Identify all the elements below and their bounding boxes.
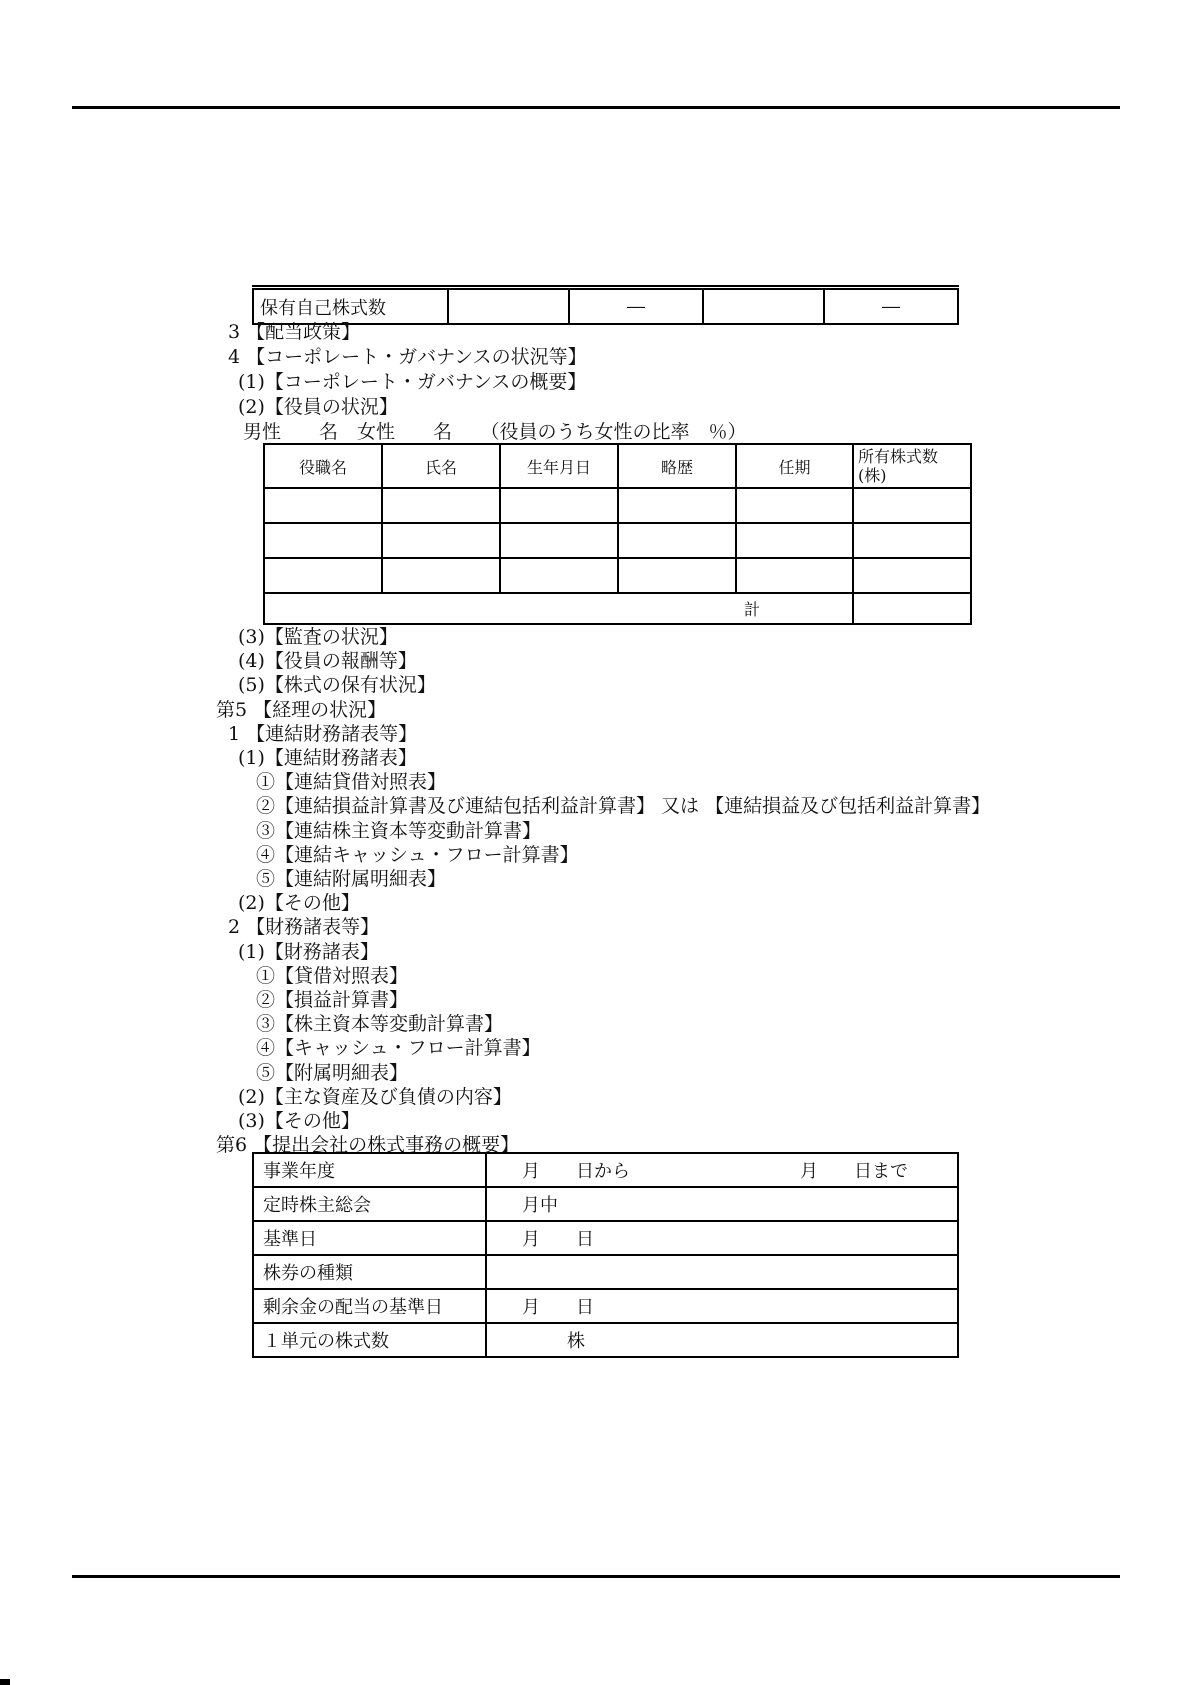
toc-line-section: 第6 【提出会社の株式事務の概要】 <box>216 1134 520 1157</box>
header-career: 略歴 <box>618 444 736 488</box>
table-row-share-unit <box>253 1323 958 1357</box>
scan-artifact <box>0 1679 10 1685</box>
toc-line: ④【連結キャッシュ・フロー計算書】 <box>256 843 579 866</box>
row-value: 株 <box>486 1323 958 1357</box>
toc-line-section: 第5 【経理の状況】 <box>216 698 387 721</box>
table-row-general-meeting <box>253 1187 958 1221</box>
toc-line: 1 【連結財務諸表等】 <box>228 722 418 745</box>
continuation-table <box>252 285 959 325</box>
officers-header-row <box>264 444 971 488</box>
toc-line: ⑤【連結附属明細表】 <box>256 868 447 891</box>
toc-line: (3)【監査の状況】 <box>238 626 398 648</box>
row-value: 月中 <box>486 1187 958 1221</box>
toc-line: (5)【株式の保有状況】 <box>238 674 436 697</box>
table-row-fiscal-year <box>253 1153 958 1187</box>
toc-line: (1)【コーポレート・ガバナンスの概要】 <box>238 371 587 393</box>
treasury-shares-label: 保有自己株式数 <box>253 288 448 325</box>
row-value: 月 日 <box>486 1289 958 1323</box>
row-label: 剰余金の配当の基準日 <box>253 1289 486 1323</box>
total-value-cell <box>853 593 971 624</box>
toc-line: ⑤【附属明細表】 <box>256 1061 409 1084</box>
header-term: 任期 <box>736 444 853 488</box>
officers-empty-row <box>264 558 971 593</box>
toc-line: ③【株主資本等変動計算書】 <box>256 1013 504 1036</box>
row-value: 月 日から 月 日まで <box>486 1153 958 1187</box>
toc-line: (1)【財務諸表】 <box>238 940 379 963</box>
header-birthdate: 生年月日 <box>500 444 618 488</box>
header-shares-owned: 所有株式数 (株) <box>853 444 971 488</box>
page-bottom-rule <box>72 1575 1120 1578</box>
toc-line: ④【キャッシュ・フロー計算書】 <box>256 1037 541 1060</box>
toc-line: (2)【役員の状況】 <box>238 396 398 418</box>
toc-line: 4 【コーポレート・ガバナンスの状況等】 <box>228 346 587 368</box>
header-name: 氏名 <box>382 444 500 488</box>
toc-line: (3)【その他】 <box>238 1110 360 1133</box>
toc-line: ①【連結貸借対照表】 <box>256 771 447 794</box>
officers-table <box>263 443 972 625</box>
table-row-share-certificate-type <box>253 1255 958 1289</box>
officers-empty-row <box>264 488 971 523</box>
table-row-dividend-record-date <box>253 1289 958 1323</box>
toc-line: 3 【配当政策】 <box>228 321 361 343</box>
empty-cell <box>703 288 824 325</box>
header-title: 役職名 <box>264 444 382 488</box>
dash-cell: ― <box>569 288 703 325</box>
officers-empty-row <box>264 523 971 558</box>
row-label: 基準日 <box>253 1221 486 1255</box>
toc-line: (2)【主な資産及び負債の内容】 <box>238 1085 512 1108</box>
toc-block-2 <box>0 625 1192 1157</box>
toc-line: ③【連結株主資本等変動計算書】 <box>256 819 542 842</box>
toc-line: 2 【財務諸表等】 <box>228 916 380 939</box>
row-value <box>486 1255 958 1289</box>
toc-line: ①【貸借対照表】 <box>256 964 409 987</box>
officers-gender-note: 男性 名 女性 名 （役員のうち女性の比率 ％） <box>243 421 747 443</box>
dash-cell: ― <box>824 288 958 325</box>
table-row-record-date <box>253 1221 958 1255</box>
share-admin-table <box>252 1152 959 1358</box>
toc-block-1 <box>0 320 1192 445</box>
officers-total-row <box>264 593 971 624</box>
row-label: 定時株主総会 <box>253 1187 486 1221</box>
toc-line: (2)【その他】 <box>238 892 360 915</box>
row-label: 事業年度 <box>253 1153 486 1187</box>
toc-line: ②【損益計算書】 <box>256 989 409 1012</box>
toc-line: ②【連結損益計算書及び連結包括利益計算書】 又は 【連結損益及び包括利益計算書】 <box>256 795 991 818</box>
total-label: 計 <box>264 593 853 624</box>
row-value: 月 日 <box>486 1221 958 1255</box>
row-label: １単元の株式数 <box>253 1323 486 1357</box>
table-row <box>253 288 958 325</box>
page-top-rule <box>72 106 1120 109</box>
row-label: 株券の種類 <box>253 1255 486 1289</box>
toc-line: (1)【連結財務諸表】 <box>238 747 417 770</box>
toc-line: (4)【役員の報酬等】 <box>238 650 417 673</box>
empty-cell <box>448 288 569 325</box>
